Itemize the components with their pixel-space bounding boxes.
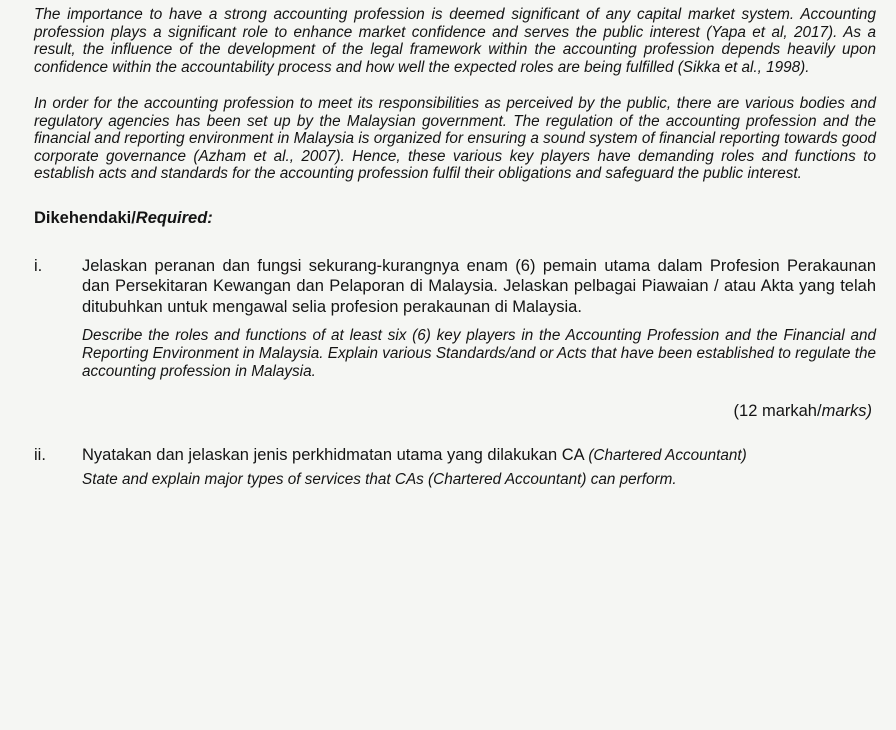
intro-paragraph-1: The importance to have a strong accounting profession is deemed significant of any capital market system. Accounting profession plays a significant role to enhance market confidence and serves the public interest (Yapa et al, 2017). As a result, the influence of the development of the legal framework within the accounting profession depends heavily upon confidence within the accountability process and how well the expected roles are being fulfilled (Sikka et al., 1998). bbox=[34, 6, 876, 76]
question-text-english: State and explain major types of services that CAs (Chartered Accountant) can perform. bbox=[82, 470, 677, 488]
question-text-english: Describe the roles and functions of at least six (6) key players in the Accounting Profession and the Financial and Reporting Environment in Malaysia. Explain various Standards/and or Acts that have been established to regulate the accounting profession in Malaysia. bbox=[82, 327, 876, 380]
marks-allocation bbox=[82, 402, 876, 421]
question-malay-inline-english: (Chartered Accountant) bbox=[588, 447, 747, 464]
intro-paragraph-2: In order for the accounting profession to meet its responsibilities as perceived by the public, there are various bodies and regulatory agencies has been set up by the Malaysian government. The regulation of the accounting profession and the financial and reporting environment in Malaysia is organized for ensuring a sound system of financial reporting towards good corporate governance (Azham et al., 2007). Hence, these various key players have demanding roles and functions to establish acts and standards for the accounting profession fulfil their obligations and safeguard the public interest. bbox=[34, 95, 876, 182]
question-text-malay bbox=[82, 445, 876, 467]
required-label-malay: Dikehendaki/ bbox=[34, 208, 136, 227]
marks-label-malay: (12 markah/ bbox=[733, 402, 822, 420]
question-number: ii. bbox=[34, 446, 46, 464]
question-ii bbox=[34, 445, 876, 489]
exam-page bbox=[34, 6, 876, 489]
question-i bbox=[34, 256, 876, 422]
question-malay-main: Nyatakan dan jelaskan jenis perkhidmatan utama yang dilakukan CA bbox=[82, 446, 589, 464]
marks-label-english: marks) bbox=[821, 402, 872, 420]
question-number: i. bbox=[34, 256, 43, 275]
question-text-malay: Jelaskan peranan dan fungsi sekurang-kurangnya enam (6) pemain utama dalam Profesion Perakaunan dan Persekitaran Kewangan dan Pelaporan di Malaysia. Jelaskan pelbagai Piawaian / atau Akta yang telah ditubuhkan untuk mengawal selia profesion perakaunan di Malaysia. bbox=[82, 256, 876, 316]
required-label-english: Required: bbox=[135, 208, 213, 227]
required-heading bbox=[34, 209, 876, 228]
